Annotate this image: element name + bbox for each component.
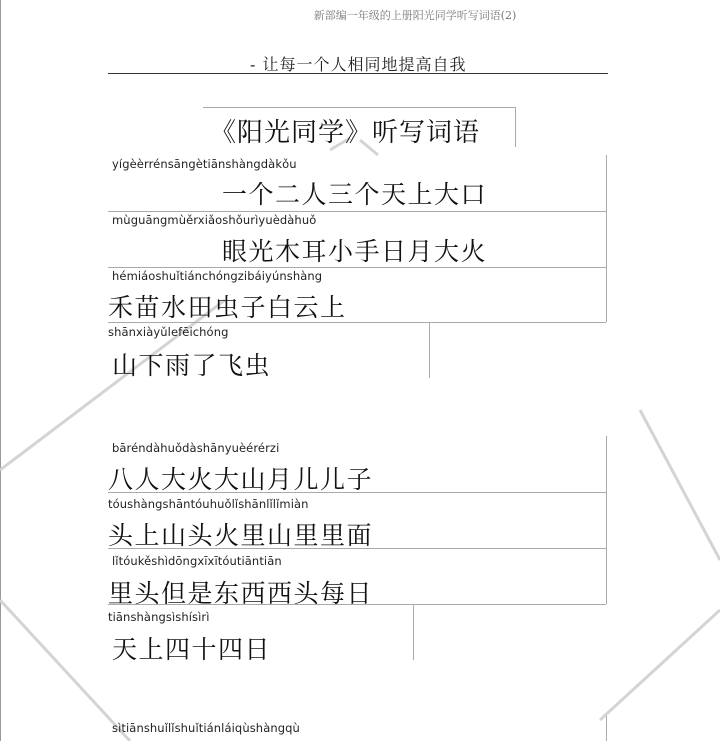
pinyin-row-4: shānxiàyǔlefēichóng (108, 325, 229, 339)
motto-underline (108, 73, 608, 74)
words-row-3: 禾苗水田虫子白云上 (108, 293, 347, 322)
words-row-4: 山下雨了飞虫 (112, 351, 272, 380)
pinyin-row-8: tiānshàngsìshísìrì (108, 610, 210, 624)
pinyin-row-2: mùguāngmùěrxiǎoshǒurìyuèdàhuǒ (112, 213, 317, 227)
words-row-8: 天上四十四日 (112, 635, 272, 664)
row-border-right (413, 604, 414, 660)
pinyin-row-3: hémiáoshuǐtiánchóngzibáiyúnshàng (112, 269, 323, 283)
pinyin-row-7: lǐtóukěshìdōngxīxītóutiāntiān (112, 554, 282, 568)
pinyin-row-6: tóushàngshāntóuhuǒlǐshānlǐlǐmiàn (108, 497, 309, 511)
row-divider (108, 604, 606, 605)
row-divider (108, 492, 606, 493)
worksheet-title: 《阳光同学》听写词语 (210, 118, 481, 148)
words-row-1: 一个二人三个天上大口 (222, 180, 488, 209)
pinyin-row-5: bāréndàhuǒdàshānyuèérérzi (112, 441, 280, 455)
words-row-5: 八人大火大山月儿儿子 (108, 465, 374, 494)
row-divider (108, 322, 606, 323)
words-row-7: 里头但是东西西头每日 (108, 579, 374, 608)
row-border-right (429, 322, 430, 378)
row-border-right (606, 267, 607, 322)
title-box-border (203, 107, 515, 108)
title-box-border-right (515, 107, 516, 147)
row-border-right (606, 492, 607, 548)
row-border-right (606, 211, 607, 267)
row-divider (108, 211, 606, 212)
row-divider (108, 267, 606, 268)
row-border-right (606, 548, 607, 604)
row-divider (108, 548, 606, 549)
pinyin-row-9: sìtiānshuǐlǐshuǐtiánláiqùshàngqù (112, 721, 300, 735)
words-row-6: 头上山头火里山里里面 (108, 521, 374, 550)
row-border-right (606, 716, 607, 741)
row-border-right (606, 436, 607, 492)
words-row-2: 眼光木耳小手日月大火 (222, 237, 488, 266)
document-header: 新部编一年级的上册阳光同学听写词语(2) (313, 9, 517, 22)
row-border-right (606, 155, 607, 211)
motto-text: - 让每一个人相同地提高自我 (250, 55, 467, 74)
pinyin-row-1: yígèèrrénsāngètiānshàngdàkǒu (112, 157, 297, 171)
